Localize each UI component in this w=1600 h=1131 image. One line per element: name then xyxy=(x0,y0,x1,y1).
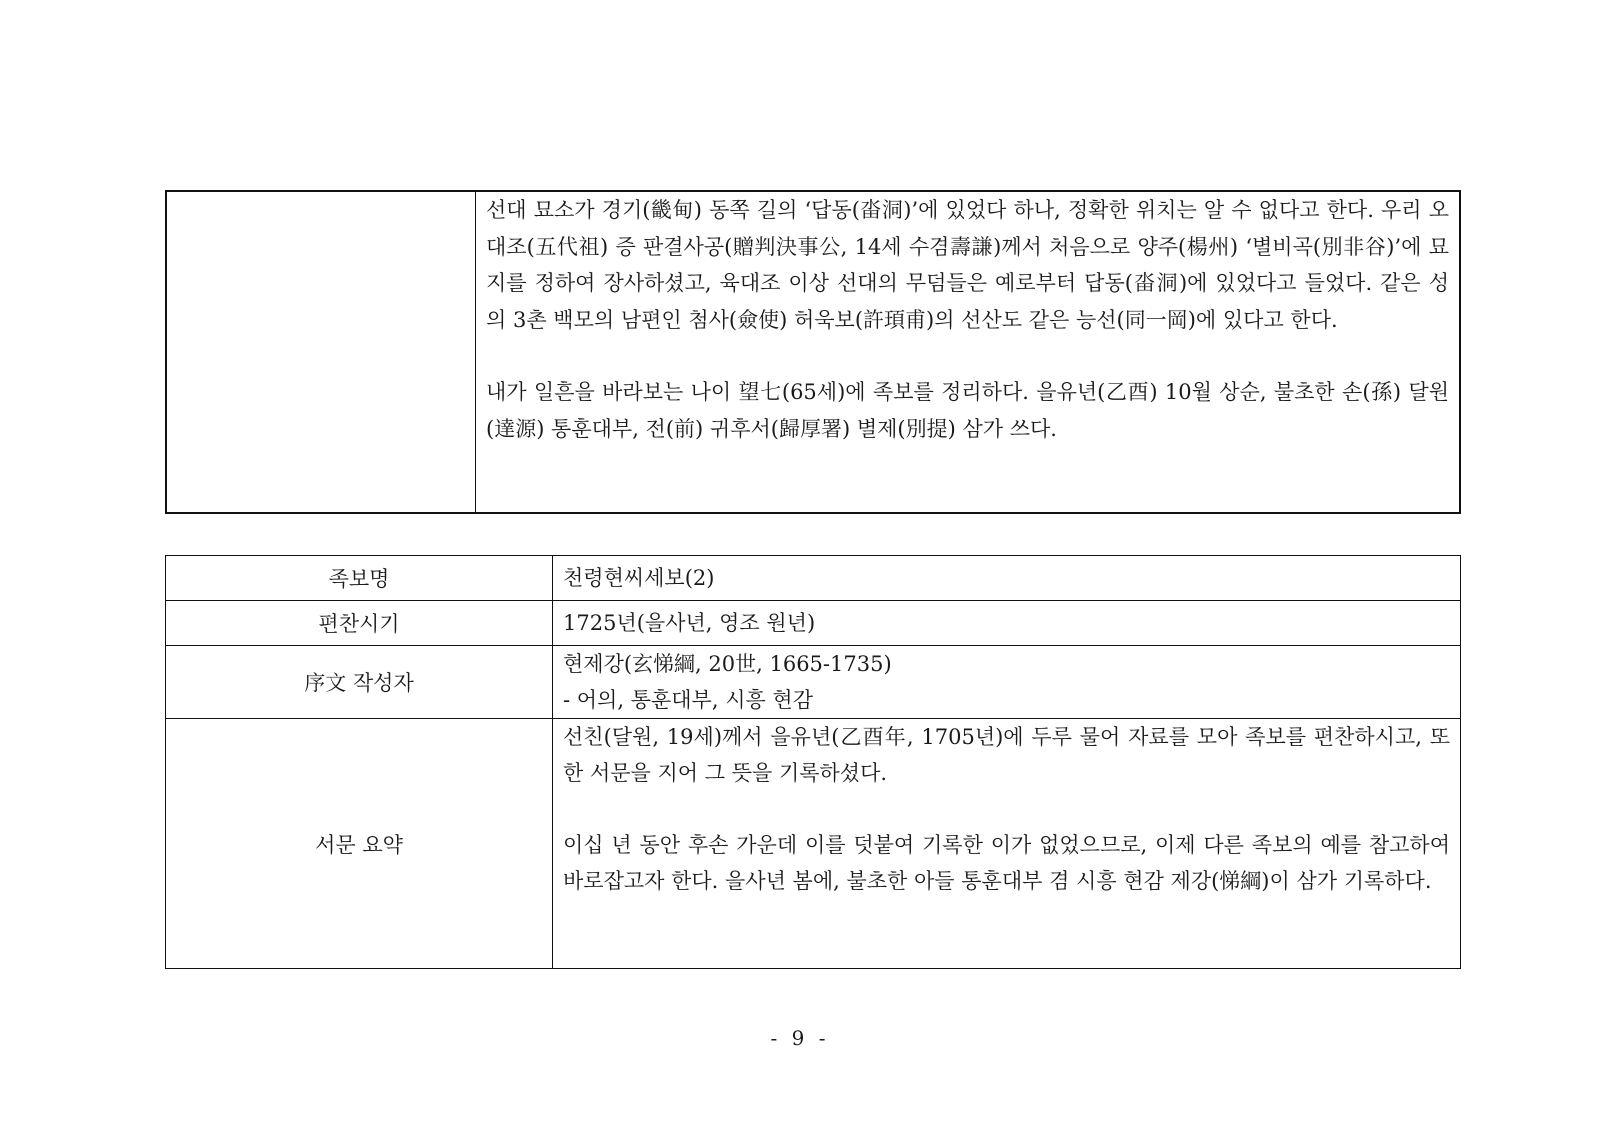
table-row xyxy=(166,719,1461,969)
author-name-line: 현제강(玄悌綱, 20世, 1665-1735) xyxy=(563,652,892,676)
empty-label-cell xyxy=(166,191,476,513)
preface-author-value xyxy=(553,646,1461,719)
genealogy-name-value: 천령현씨세보(2) xyxy=(553,556,1461,601)
genealogy-info-table xyxy=(165,555,1461,969)
table-row xyxy=(166,646,1461,719)
compiled-period-label: 편찬시기 xyxy=(166,601,553,646)
table-row xyxy=(166,601,1461,646)
preface-paragraph-1: 선대 묘소가 경기(畿甸) 동쪽 길의 ‘답동(畓洞)’에 있었다 하나, 정확한 위치는 알 수 없다고 한다. 우리 오대조(五代祖) 증 판결사공(贈判決事公, 14세 수겸壽謙)께서 처음으로 양주(楊州) ‘별비곡(別非谷)’에 묘지를 정하여 장사하셨고, 육대조 이상 선대의 무덤들은 예로부터 답동(畓洞)에 있었다고 들었다. 같은 성의 3촌 백모의 남편인 첨사(僉使) 허욱보(許頊甫)의 선산도 같은 능선(同一岡)에 있다고 한다. xyxy=(486,198,1449,332)
preface-summary-label: 서문 요약 xyxy=(166,719,553,969)
author-title-line: - 어의, 통훈대부, 시흥 현감 xyxy=(563,688,814,712)
preface-author-label: 序文 작성자 xyxy=(166,646,553,719)
summary-paragraph-1: 선친(달원, 19세)께서 을유년(乙酉年, 1705년)에 두루 물어 자료를 모아 족보를 편찬하시고, 또한 서문을 지어 그 뜻을 기록하셨다. xyxy=(563,725,1450,785)
preface-paragraph-2: 내가 일흔을 바라보는 나이 望七(65세)에 족보를 정리하다. 을유년(乙酉) 10월 상순, 불초한 손(孫) 달원(達源) 통훈대부, 전(前) 귀후서(歸厚署) 별제(別提) 삼가 쓰다. xyxy=(486,380,1449,441)
summary-paragraph-2: 이십 년 동안 후손 가운데 이를 덧붙여 기록한 이가 없었으므로, 이제 다른 족보의 예를 참고하여 바로잡고자 한다. 을사년 봄에, 불초한 아들 통훈대부 겸 시흥 현감 제강(悌綱)이 삼가 기록하다. xyxy=(563,833,1450,893)
preface-summary-value xyxy=(553,719,1461,969)
genealogy-name-label: 족보명 xyxy=(166,556,553,601)
continued-preface-table xyxy=(165,190,1461,514)
compiled-period-value: 1725년(을사년, 영조 원년) xyxy=(553,601,1461,646)
preface-text-cell xyxy=(476,191,1461,513)
table-row xyxy=(166,556,1461,601)
page-number: - 9 - xyxy=(770,1026,830,1050)
